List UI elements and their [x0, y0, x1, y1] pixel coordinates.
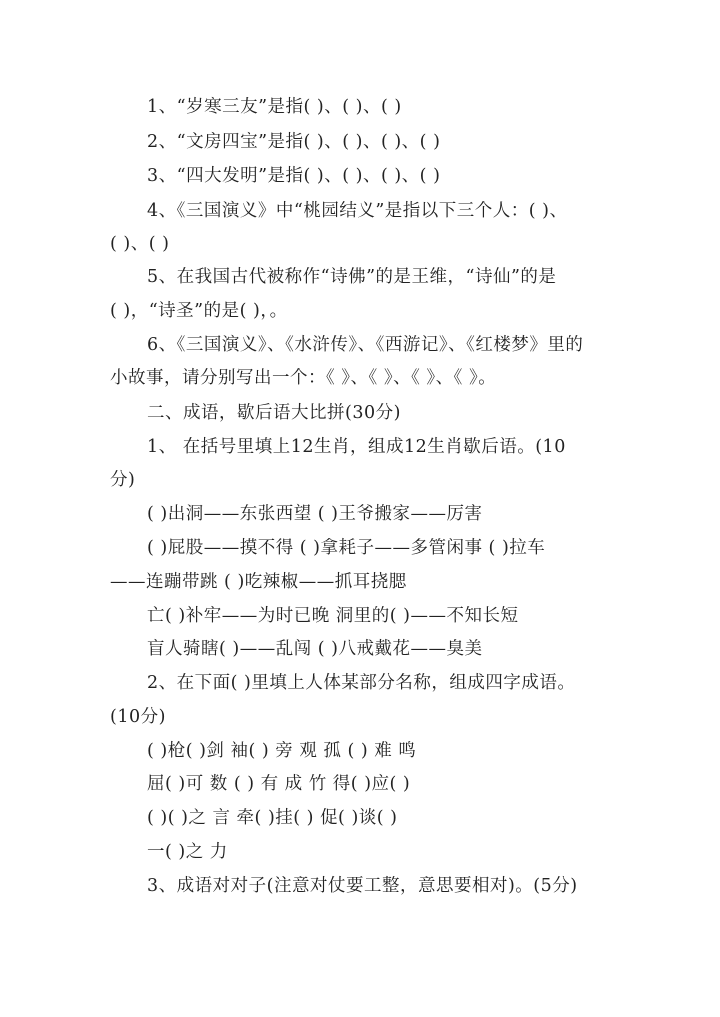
section-2-q1-line: 1、 在括号里填上12生肖，组成12生肖歇后语。(10	[147, 437, 566, 457]
zodiac-line-2: ( )屁股——摸不得 ( )拿耗子——多管闲事 ( )拉车	[147, 538, 546, 558]
question-6-line: 6、《三国演义》、《水浒传》、《西游记》、《红楼梦》里的	[147, 335, 584, 355]
zodiac-line-5: 盲人骑瞎( )——乱闯 ( )八戒戴花——臭美	[147, 639, 483, 659]
question-5-continuation: ( )，“诗圣”的是( )，。	[110, 301, 288, 321]
question-2-line: 2、“文房四宝”是指( )、( )、( )、( )	[147, 132, 441, 152]
question-3-line: 3、“四大发明”是指( )、( )、( )、( )	[147, 166, 441, 186]
idiom-line-1: ( )枪( )剑 袖( ) 旁 观 孤 ( ) 难 鸣	[147, 741, 417, 761]
idiom-line-3: ( )( )之 言 牵( )挂( ) 促( )谈( )	[147, 808, 398, 828]
question-1-line: 1、“岁寒三友”是指( )、( )、( )	[147, 97, 402, 117]
section-2-q2-continuation: (10分)	[110, 707, 166, 727]
question-6-continuation: 小故事，请分别写出一个：《 》、《 》、《 》、《 》。	[110, 368, 497, 388]
zodiac-line-3: ——连蹦带跳 ( )吃辣椒——抓耳挠腮	[110, 572, 407, 592]
section-2-heading: 二、成语，歇后语大比拼(30分)	[147, 403, 401, 423]
idiom-line-2: 屈( )可 数 ( ) 有 成 竹 得( )应( )	[147, 774, 411, 794]
question-4-line: 4、《三国演义》中“桃园结义”是指以下三个人：( )、	[147, 201, 568, 221]
idiom-line-4: 一( )之 力	[147, 842, 228, 862]
section-2-q3-line: 3、成语对对子(注意对仗要工整，意思要相对)。(5分)	[147, 876, 578, 896]
zodiac-line-4: 亡( )补牢——为时已晚 洞里的( )——不知长短	[147, 606, 519, 626]
question-4-continuation: ( )、( )	[110, 234, 170, 254]
zodiac-line-1: ( )出洞——东张西望 ( )王爷搬家——厉害	[147, 504, 483, 524]
section-2-q2-line: 2、在下面( )里填上人体某部分名称，组成四字成语。	[147, 673, 576, 693]
question-5-line: 5、在我国古代被称作“诗佛”的是王维，“诗仙”的是	[147, 267, 557, 287]
section-2-q1-continuation: 分)	[110, 470, 136, 490]
